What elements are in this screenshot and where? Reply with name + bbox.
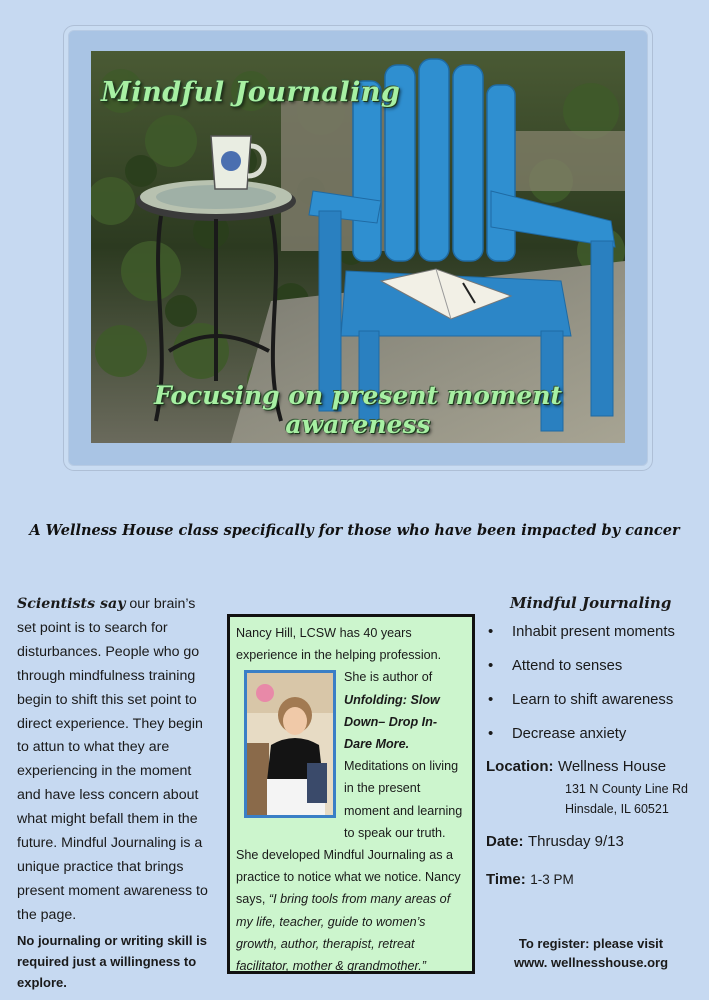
hero-subtitle: Focusing on present moment awareness — [153, 381, 563, 439]
bio-box — [227, 614, 475, 974]
register-info — [486, 934, 696, 972]
instructor-portrait — [247, 673, 333, 815]
intro-body: our brain’s set point is to search for disturbances. People who go through mindfulness training begin to shift this set point to direct experience. They begin to attun to what they are experiencing in the moment and have less concern about what might befall them in the future. Mindful Journaling is a unique practice that brings present moment awareness to the page. — [17, 596, 208, 923]
date-label: Date: — [486, 833, 524, 850]
date-value: Thrusday 9/13 — [527, 833, 624, 850]
bio-middle: Meditations on living in the present moment and learning to speak our truth. She developed Mindful Journaling as a practice to notice what we notice. Nancy says, — [236, 759, 463, 907]
details-column — [486, 594, 701, 970]
tagline: A Wellness House class specifically for those who have been impacted by cancer — [29, 522, 680, 539]
book-title: Unfolding: Slow Down– Drop In- Dare More. — [344, 692, 440, 752]
details-title: Mindful Journaling — [510, 594, 672, 612]
intro-note: No journaling or writing skill is required just a willingness to explore. — [17, 932, 207, 990]
bio-quote: “I bring tools from many areas of my life, teacher, guide to women’s growth, author, therapist, retreat facilitator, mother & grandmother.” — [236, 892, 451, 974]
address-line-2: Hinsdale, IL 60521 — [565, 802, 669, 816]
list-item: • Inhabit present moments — [486, 624, 701, 658]
intro-lead: Scientists say — [17, 596, 126, 612]
location-label: Location: — [486, 758, 554, 775]
list-item: • Decrease anxiety — [486, 726, 701, 760]
list-item: • Attend to senses — [486, 658, 701, 692]
bio-intro-first: Nancy Hill, LCSW has 40 years experience in the helping profession. She is — [236, 626, 442, 685]
hero-title: Mindful Journaling — [101, 77, 401, 108]
register-line-1: To register: please visit — [518, 936, 664, 951]
hero-photo — [91, 51, 625, 443]
bio-intro-rest: author of — [382, 670, 433, 685]
date-row — [486, 833, 701, 851]
intro-column — [17, 593, 217, 993]
address-line-1: 131 N County Line Rd — [565, 782, 688, 796]
location-value: Wellness House — [557, 758, 667, 775]
time-label: Time: — [486, 871, 526, 888]
time-row — [486, 871, 701, 889]
instructor-photo — [244, 670, 336, 818]
hero-frame — [68, 30, 648, 466]
intro-paragraph — [17, 593, 217, 928]
list-item: • Learn to shift awareness — [486, 692, 701, 726]
register-link[interactable]: www. wellnesshouse.org — [513, 955, 669, 970]
location-row — [486, 758, 701, 776]
benefits-list — [486, 624, 701, 760]
time-value: 1-3 PM — [530, 872, 574, 887]
